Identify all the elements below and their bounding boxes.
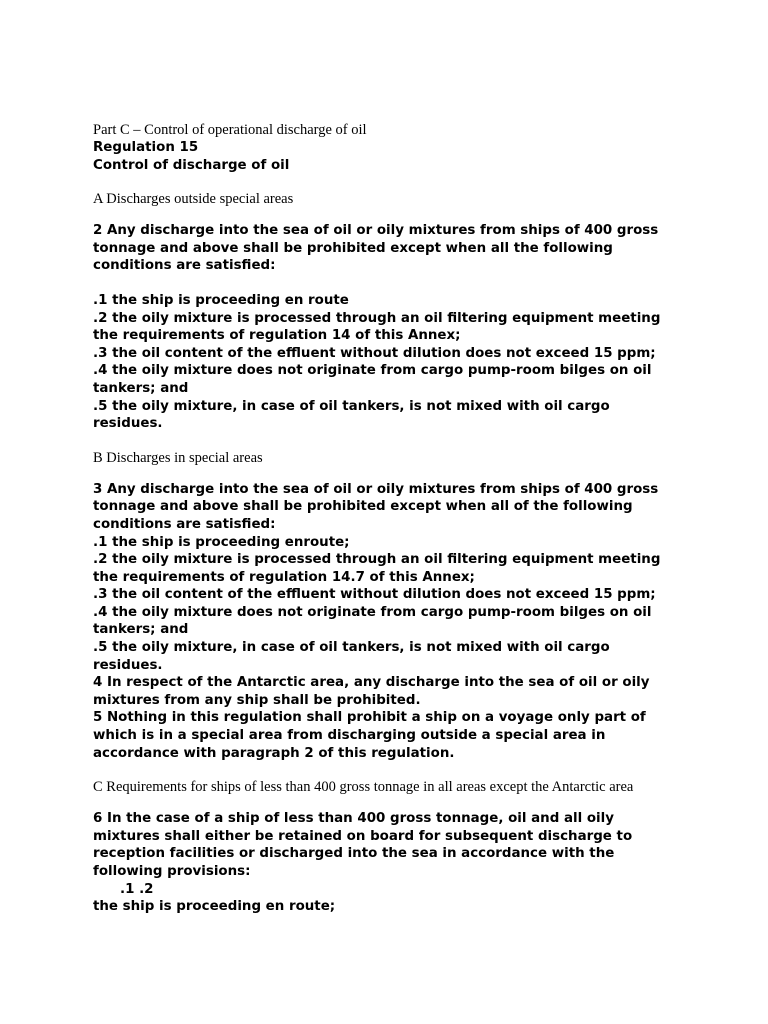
section-c-heading: C Requirements for ships of less than 400 gross tonnage in all areas except the Antarctic area xyxy=(93,779,634,796)
paragraph-line: 6 In the case of a ship of less than 400 gross tonnage, oil and all oily xyxy=(93,811,614,827)
paragraph-line: tonnage and above shall be prohibited except when all of the following xyxy=(93,499,633,515)
paragraph-2-items xyxy=(93,292,713,433)
paragraph-line: conditions are satisfied: xyxy=(93,258,276,274)
paragraph-line: 3 Any discharge into the sea of oil or oily mixtures from ships of 400 gross xyxy=(93,481,659,497)
regulation-title: Control of discharge of oil xyxy=(93,157,290,173)
paragraph-line: .2 the oily mixture is processed through an oil filtering equipment meeting xyxy=(93,552,661,568)
paragraph-line: conditions are satisfied: xyxy=(93,516,276,532)
section-c-body xyxy=(93,810,713,916)
paragraph-line: the ship is proceeding en route; xyxy=(93,899,336,915)
section-a-heading: A Discharges outside special areas xyxy=(93,191,294,208)
paragraph-line: .3 the oil content of the effluent without dilution does not exceed 15 ppm; xyxy=(93,345,656,361)
paragraph-line: tankers; and xyxy=(93,380,189,396)
paragraph-line: .4 the oily mixture does not originate from cargo pump-room bilges on oil xyxy=(93,363,652,379)
paragraph-line: reception facilities or discharged into the sea in accordance with the xyxy=(93,846,615,862)
paragraph-line: which is in a special area from discharging outside a special area in xyxy=(93,728,606,744)
paragraph-line: tonnage and above shall be prohibited except when all the following xyxy=(93,240,613,256)
paragraph-line: mixtures from any ship shall be prohibited. xyxy=(93,692,421,708)
paragraph-line: the requirements of regulation 14 of this Annex; xyxy=(93,328,461,344)
paragraph-line: 4 In respect of the Antarctic area, any discharge into the sea of oil or oily xyxy=(93,675,650,691)
section-b-heading: B Discharges in special areas xyxy=(93,449,263,466)
paragraph-line: .5 the oily mixture, in case of oil tankers, is not mixed with oil cargo xyxy=(93,398,610,414)
paragraph-line: residues. xyxy=(93,416,163,432)
paragraph-line: residues. xyxy=(93,657,163,673)
item-numbers: .1 .2 xyxy=(120,881,154,897)
part-heading: Part C – Control of operational discharge of oil xyxy=(93,122,367,138)
paragraph-line: the requirements of regulation 14.7 of this Annex; xyxy=(93,569,475,585)
paragraph-line: .5 the oily mixture, in case of oil tankers, is not mixed with oil cargo xyxy=(93,640,610,656)
paragraph-line: .1 the ship is proceeding enroute; xyxy=(93,534,350,550)
document-page xyxy=(93,121,713,916)
paragraph-line: following provisions: xyxy=(93,864,251,879)
paragraph-2 xyxy=(93,222,713,275)
paragraph-line: accordance with paragraph 2 of this regulation. xyxy=(93,745,455,761)
regulation-number: Regulation 15 xyxy=(93,140,199,155)
paragraph-line: tankers; and xyxy=(93,622,189,638)
paragraph-line: .2 the oily mixture is processed through an oil filtering equipment meeting xyxy=(93,310,661,326)
paragraph-line: 2 Any discharge into the sea of oil or oily mixtures from ships of 400 gross xyxy=(93,223,659,239)
paragraph-line: mixtures shall either be retained on board for subsequent discharge to xyxy=(93,828,633,844)
paragraph-line: .3 the oil content of the effluent without dilution does not exceed 15 ppm; xyxy=(93,587,656,603)
section-b-body xyxy=(93,481,713,763)
paragraph-line: 5 Nothing in this regulation shall prohibit a ship on a voyage only part of xyxy=(93,710,646,726)
paragraph-line: .4 the oily mixture does not originate from cargo pump-room bilges on oil xyxy=(93,604,652,620)
paragraph-line: .1 the ship is proceeding en route xyxy=(93,292,349,308)
